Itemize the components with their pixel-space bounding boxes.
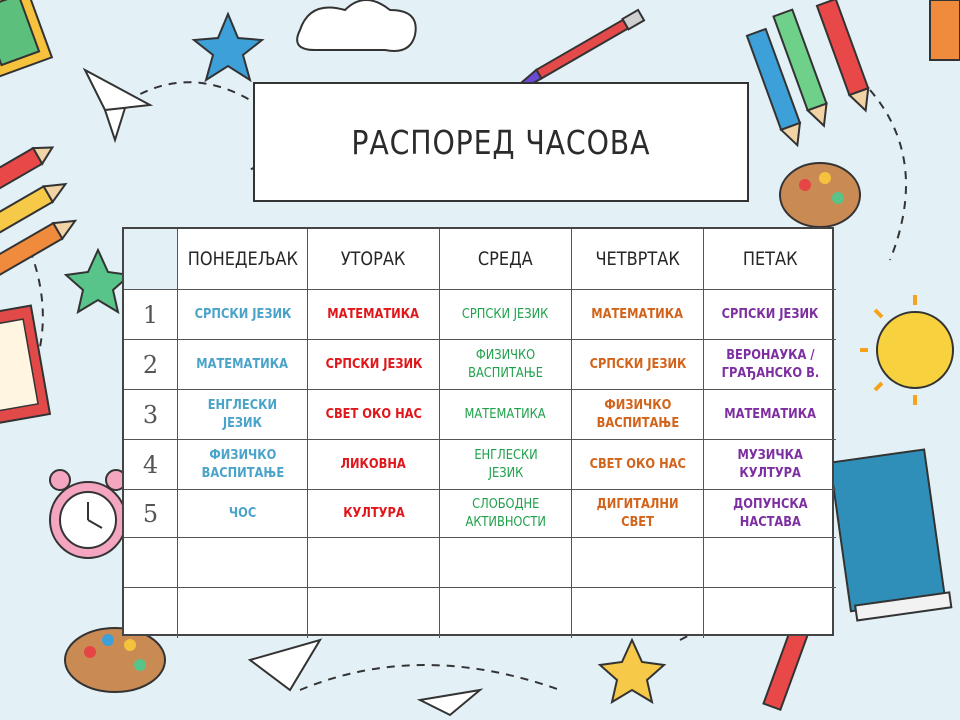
palette-right-icon — [780, 163, 860, 227]
lesson-subject: СВЕТ ОКО НАС — [325, 406, 422, 422]
star-icon — [194, 14, 262, 80]
lesson-subject: ДОПУНСКА НАСТАВА — [732, 496, 808, 530]
lesson-cell — [178, 440, 308, 490]
empty-cell — [572, 538, 704, 588]
empty-cell — [704, 588, 836, 638]
period-number: 3 — [142, 400, 159, 429]
lesson-subject: ФИЗИЧКО ВАСПИТАЊЕ — [201, 447, 284, 481]
lesson-cell — [308, 290, 440, 340]
day-header — [572, 229, 704, 290]
day-label: ЧЕТВРТАК — [595, 248, 680, 270]
day-label: ПОНЕДЕЉАК — [187, 248, 298, 270]
lesson-subject: ФИЗИЧКО ВАСПИТАЊЕ — [468, 347, 543, 381]
day-header — [704, 229, 836, 290]
lesson-cell — [308, 490, 440, 538]
lesson-subject: ЕНГЛЕСКИ ЈЕЗИК — [473, 447, 538, 481]
lesson-subject: СВЕТ ОКО НАС — [589, 456, 686, 472]
lesson-subject: ЛИКОВНА — [340, 456, 407, 472]
period-number-cell — [124, 390, 178, 440]
pencils-right-icon — [747, 0, 960, 149]
lesson-subject: КУЛТУРА — [342, 505, 405, 521]
lesson-cell — [572, 490, 704, 538]
empty-cell — [308, 588, 440, 638]
lesson-subject: СРПСКИ ЈЕЗИК — [462, 306, 549, 322]
lesson-cell — [178, 390, 308, 440]
period-number: 1 — [142, 300, 159, 329]
page-title: РАСПОРЕД ЧАСОВА — [351, 122, 651, 162]
lesson-subject: СРПСКИ ЈЕЗИК — [589, 356, 686, 372]
lesson-cell — [572, 290, 704, 340]
table-corner — [124, 229, 178, 290]
lesson-cell — [440, 290, 572, 340]
lesson-subject: ЧОС — [228, 505, 257, 521]
lesson-cell — [440, 340, 572, 390]
lesson-cell — [704, 490, 836, 538]
paper-plane-bottom-icon — [250, 640, 320, 690]
lesson-cell — [178, 490, 308, 538]
lesson-subject: МАТЕМАТИКА — [464, 406, 547, 422]
pencils-icon — [0, 140, 80, 279]
lesson-cell — [704, 440, 836, 490]
lesson-subject: СРПСКИ ЈЕЗИК — [325, 356, 422, 372]
timetable-grid — [122, 227, 834, 636]
lesson-subject: ДИГИТАЛНИ СВЕТ — [596, 496, 679, 530]
period-number-cell — [124, 440, 178, 490]
day-label: УТОРАК — [341, 248, 406, 270]
lesson-subject: МАТЕМАТИКА — [327, 306, 420, 322]
period-number: 2 — [142, 350, 159, 379]
empty-cell — [440, 588, 572, 638]
paper-plane-icon — [85, 70, 150, 140]
lesson-subject: МАТЕМАТИКА — [196, 356, 289, 372]
yellow-star-icon — [600, 640, 664, 702]
lesson-cell — [440, 390, 572, 440]
lesson-cell — [572, 390, 704, 440]
empty-cell — [440, 538, 572, 588]
lesson-subject: СРПСКИ ЈЕЗИК — [721, 306, 819, 322]
lesson-cell — [440, 440, 572, 490]
book-right-icon — [830, 449, 951, 620]
empty-cell — [308, 538, 440, 588]
lesson-subject: ВЕРОНАУКА / ГРАЂАНСКО В. — [721, 347, 819, 381]
cloud-icon — [297, 0, 416, 51]
lesson-cell — [704, 390, 836, 440]
sun-icon — [860, 295, 953, 405]
period-number: 5 — [142, 499, 159, 528]
lesson-cell — [308, 390, 440, 440]
period-number-cell — [124, 588, 178, 638]
lesson-cell — [308, 440, 440, 490]
lesson-subject: СЛОБОДНЕ АКТИВНОСТИ — [465, 496, 546, 530]
lesson-cell — [704, 290, 836, 340]
empty-cell — [178, 588, 308, 638]
period-number-cell — [124, 290, 178, 340]
lesson-cell — [572, 440, 704, 490]
green-star-icon — [66, 250, 130, 312]
day-header — [440, 229, 572, 290]
lesson-subject: ФИЗИЧКО ВАСПИТАЊЕ — [596, 397, 679, 431]
lesson-cell — [178, 290, 308, 340]
title-box — [253, 82, 749, 202]
lesson-cell — [440, 490, 572, 538]
lesson-subject: МАТЕМАТИКА — [591, 306, 684, 322]
period-number-cell — [124, 490, 178, 538]
lesson-cell — [572, 340, 704, 390]
lesson-cell — [704, 340, 836, 390]
empty-cell — [704, 538, 836, 588]
day-header — [308, 229, 440, 290]
day-label: ПЕТАК — [742, 248, 798, 270]
lesson-cell — [178, 340, 308, 390]
book-icon — [0, 0, 52, 78]
day-label: СРЕДА — [478, 248, 533, 270]
empty-cell — [178, 538, 308, 588]
period-number-cell — [124, 340, 178, 390]
alarm-clock-icon — [50, 470, 126, 558]
lesson-subject: МУЗИЧКА КУЛТУРА — [737, 447, 803, 481]
period-number-cell — [124, 538, 178, 588]
day-header — [178, 229, 308, 290]
period-number: 4 — [142, 450, 159, 479]
lesson-subject: СРПСКИ ЈЕЗИК — [194, 306, 291, 322]
lesson-subject: ЕНГЛЕСКИ ЈЕЗИК — [207, 397, 278, 431]
lesson-subject: МАТЕМАТИКА — [724, 406, 816, 422]
lesson-cell — [308, 340, 440, 390]
empty-cell — [572, 588, 704, 638]
